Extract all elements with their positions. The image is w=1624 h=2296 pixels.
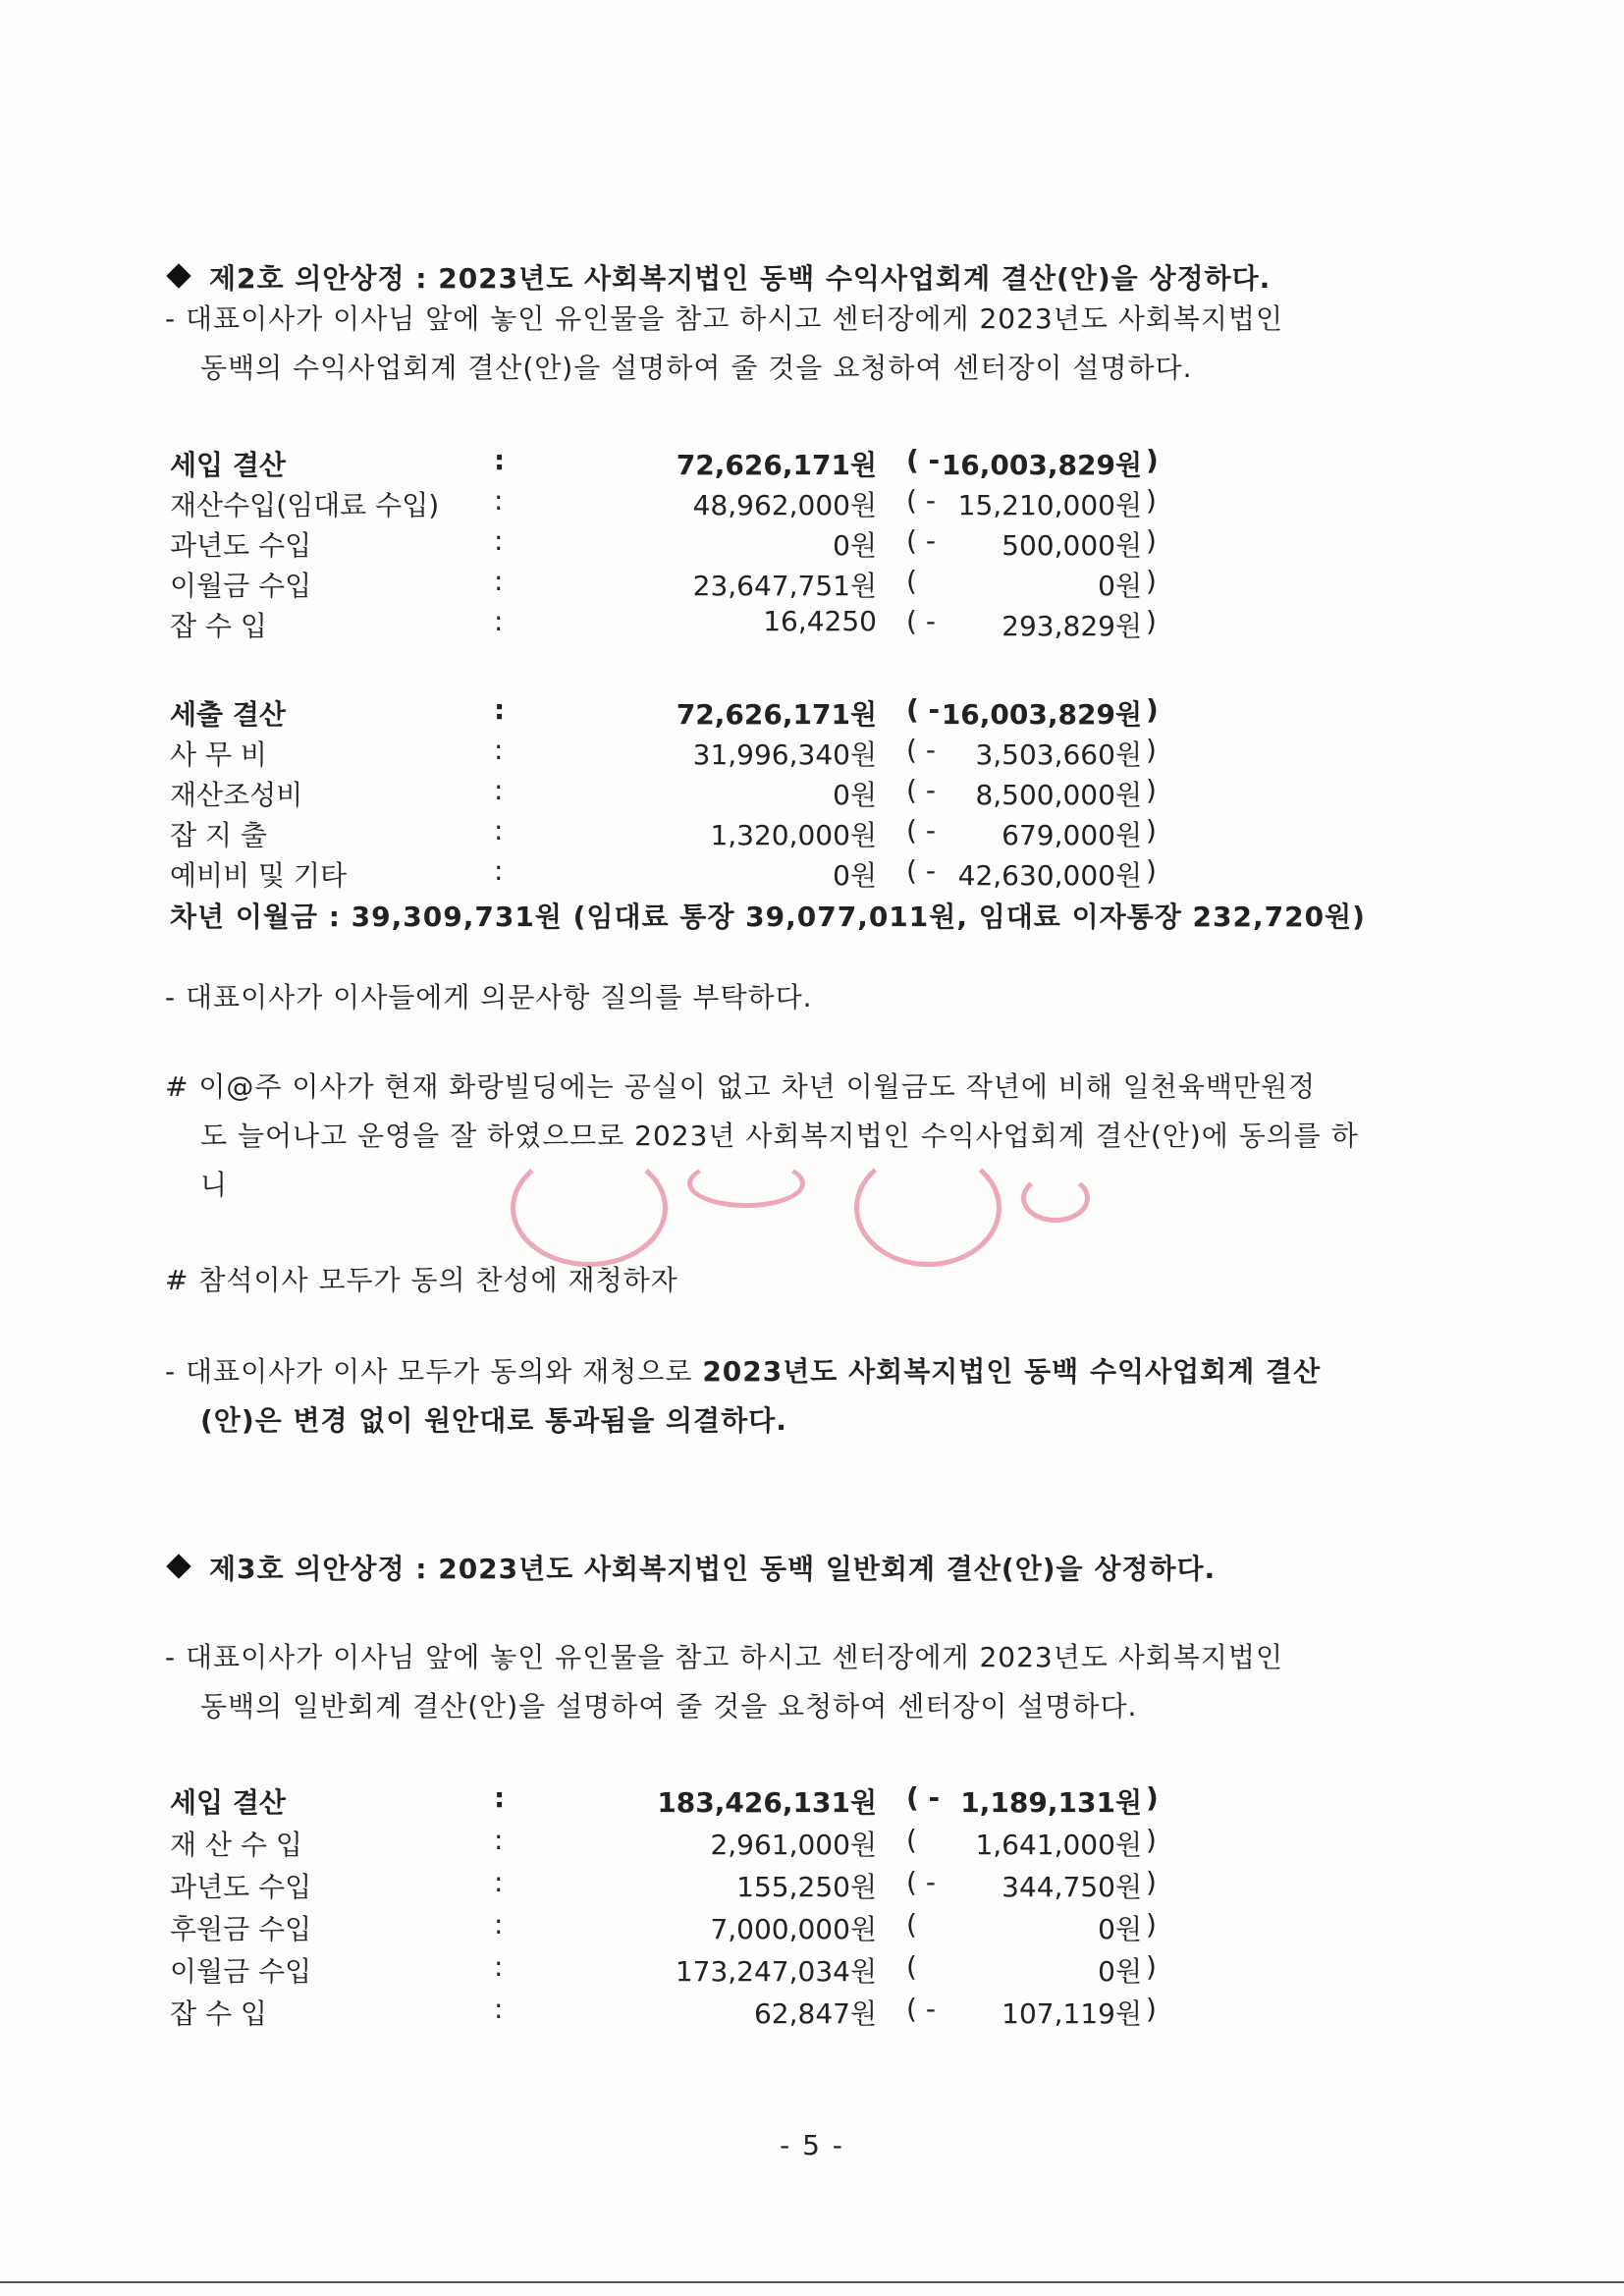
row-colon: : — [494, 693, 506, 726]
row-label: 재산수입(임대료 수입) — [170, 489, 440, 521]
row-colon: : — [494, 524, 504, 557]
section2-intro-line1: - 대표이사가 이사님 앞에 놓인 유인물을 참고 하시고 센터장에게 2023년도 사회복지법인 — [165, 302, 1284, 335]
row-paren: ( - — [906, 774, 936, 806]
row-label: 잡 수 입 — [170, 1997, 267, 2030]
row-paren: ( - — [906, 1993, 936, 2025]
row-paren: ( - — [906, 1866, 936, 1898]
row-label: 사 무 비 — [170, 738, 267, 771]
section2-intro-line2: 동백의 수익사업회계 결산(안)을 설명하여 줄 것을 요청하여 센터장이 설명하다. — [200, 352, 1193, 384]
row-close: ) — [1146, 1993, 1157, 2025]
row-amount: 0원 — [833, 859, 877, 892]
row-amount: 1,320,000원 — [710, 819, 877, 851]
section3-intro-line1: - 대표이사가 이사님 앞에 놓인 유인물을 참고 하시고 센터장에게 2023년도 사회복지법인 — [165, 1641, 1284, 1673]
row-colon: : — [494, 1866, 504, 1898]
resolution-prefix: - 대표이사가 이사 모두가 동의와 재청으로 — [165, 1355, 703, 1388]
motion-line1: # 이@주 이사가 현재 화랑빌딩에는 공실이 없고 차년 이월금도 작년에 비해 일천육백만원정 — [165, 1070, 1317, 1103]
row-paren: ( - — [906, 693, 941, 726]
row-close: ) — [1146, 814, 1157, 847]
row-paren: ( - — [906, 734, 936, 766]
row-label: 세입 결산 — [170, 449, 286, 481]
row-difference: 16,003,829원 — [941, 698, 1142, 731]
row-paren: ( - — [906, 444, 941, 476]
row-close: ) — [1146, 854, 1157, 887]
row-label: 세입 결산 — [170, 1786, 286, 1819]
section2-intro — [165, 295, 1283, 393]
row-colon: : — [494, 774, 504, 806]
row-difference: 0원 — [1098, 1913, 1142, 1945]
section3-intro-line2: 동백의 일반회계 결산(안)을 설명하여 줄 것을 요청하여 센터장이 설명하다. — [200, 1690, 1138, 1722]
row-colon: : — [494, 734, 504, 766]
row-amount: 0원 — [833, 529, 877, 562]
second-motion: # 참석이사 모두가 동의 찬성에 재청하자 — [165, 1264, 678, 1296]
bottom-rule — [0, 2281, 1624, 2283]
row-difference: 0원 — [1098, 570, 1142, 602]
diamond-bullet-icon — [166, 263, 190, 288]
row-paren: ( - — [906, 605, 936, 637]
row-colon: : — [494, 484, 504, 517]
seal-stamp-3 — [854, 1149, 1001, 1267]
row-paren: ( - — [906, 484, 936, 517]
row-label: 잡 수 입 — [170, 610, 267, 642]
row-amount: 62,847원 — [753, 1997, 877, 2030]
seal-stamp-4 — [1021, 1174, 1090, 1223]
row-amount: 48,962,000원 — [692, 489, 877, 521]
motion-line3: 니 — [200, 1169, 229, 1201]
motion-line2: 도 늘어나고 운영을 잘 하였으므로 2023년 사회복지법인 수익사업회계 결산(안)에 동의를 하 — [200, 1120, 1359, 1152]
row-label: 후원금 수입 — [170, 1913, 312, 1945]
row-paren: ( — [906, 1824, 917, 1856]
row-label: 이월금 수입 — [170, 570, 312, 602]
row-amount: 183,426,131원 — [657, 1786, 877, 1819]
question-request: - 대표이사가 이사들에게 의문사항 질의를 부탁하다. — [165, 981, 813, 1013]
row-amount: 173,247,034원 — [675, 1955, 877, 1988]
row-label: 재 산 수 입 — [170, 1829, 302, 1861]
row-difference: 107,119원 — [1001, 1997, 1142, 2030]
row-colon: : — [494, 854, 504, 887]
row-paren: ( - — [906, 854, 936, 887]
row-paren: ( - — [906, 814, 936, 847]
row-close: ) — [1146, 565, 1157, 597]
row-colon: : — [494, 605, 504, 637]
row-paren: ( — [906, 1950, 917, 1983]
row-difference: 42,630,000원 — [957, 859, 1142, 892]
row-paren: ( - — [906, 524, 936, 557]
row-close: ) — [1146, 1824, 1157, 1856]
row-label: 세출 결산 — [170, 698, 286, 731]
row-amount: 2,961,000원 — [710, 1829, 877, 1861]
row-close: ) — [1146, 1950, 1157, 1983]
row-label: 이월금 수입 — [170, 1955, 312, 1988]
row-difference: 0원 — [1098, 1955, 1142, 1988]
row-amount: 72,626,171원 — [676, 449, 877, 481]
row-colon: : — [494, 1908, 504, 1941]
page-number: - 5 - — [780, 2129, 844, 2161]
row-amount: 31,996,340원 — [692, 738, 877, 771]
row-paren: ( - — [906, 1781, 941, 1814]
row-close: ) — [1146, 484, 1157, 517]
row-paren: ( — [906, 565, 917, 597]
row-difference: 16,003,829원 — [941, 449, 1142, 481]
resolution-bold-1: 2023년도 사회복지법인 동백 수익사업회계 결산 — [702, 1355, 1322, 1388]
row-close: ) — [1146, 1781, 1159, 1814]
seal-stamp-2 — [687, 1159, 805, 1208]
row-close: ) — [1146, 693, 1159, 726]
row-colon: : — [494, 1824, 504, 1856]
row-amount: 0원 — [833, 779, 877, 811]
row-difference: 1,641,000원 — [975, 1829, 1142, 1861]
row-close: ) — [1146, 1866, 1157, 1898]
row-label: 예비비 및 기타 — [170, 859, 348, 892]
section3-intro — [165, 1633, 1283, 1731]
row-difference: 293,829원 — [1001, 610, 1142, 642]
resolution-bold-2: (안)은 변경 없이 원안대로 통과됨을 의결하다. — [200, 1404, 787, 1437]
diamond-bullet-icon — [166, 1554, 190, 1578]
section3-heading: 제3호 의안상정 : 2023년도 사회복지법인 동백 일반회계 결산(안)을 상정하다. — [170, 1548, 1216, 1587]
row-close: ) — [1146, 444, 1159, 476]
row-colon: : — [494, 565, 504, 597]
row-difference: 344,750원 — [1001, 1871, 1142, 1903]
row-difference: 8,500,000원 — [975, 779, 1142, 811]
section2-heading: 제2호 의안상정 : 2023년도 사회복지법인 동백 수익사업회계 결산(안)을 상정하다. — [170, 257, 1271, 297]
row-colon: : — [494, 1950, 504, 1983]
row-close: ) — [1146, 1908, 1157, 1941]
row-colon: : — [494, 1993, 504, 2025]
row-label: 잡 지 출 — [170, 819, 267, 851]
row-colon: : — [494, 814, 504, 847]
row-difference: 679,000원 — [1001, 819, 1142, 851]
resolution-paragraph — [165, 1347, 1321, 1446]
row-difference: 3,503,660원 — [975, 738, 1142, 771]
row-difference: 1,189,131원 — [960, 1786, 1142, 1819]
row-paren: ( — [906, 1908, 917, 1941]
row-amount: 23,647,751원 — [692, 570, 877, 602]
seal-stamp-1 — [511, 1149, 668, 1267]
row-label: 과년도 수입 — [170, 1871, 312, 1903]
row-amount: 7,000,000원 — [710, 1913, 877, 1945]
row-colon: : — [494, 444, 506, 476]
row-close: ) — [1146, 605, 1157, 637]
row-difference: 500,000원 — [1001, 529, 1142, 562]
row-close: ) — [1146, 524, 1157, 557]
carryover-line: 차년 이월금 : 39,309,731원 (임대료 통장 39,077,011원, 임대료 이자통장 232,720원) — [170, 901, 1366, 933]
row-amount: 72,626,171원 — [676, 698, 877, 731]
row-label: 과년도 수입 — [170, 529, 312, 562]
row-colon: : — [494, 1781, 506, 1814]
row-amount: 16,4250 — [763, 605, 877, 637]
row-amount: 155,250원 — [736, 1871, 877, 1903]
row-close: ) — [1146, 734, 1157, 766]
row-close: ) — [1146, 774, 1157, 806]
row-label: 재산조성비 — [170, 779, 303, 811]
row-difference: 15,210,000원 — [957, 489, 1142, 521]
